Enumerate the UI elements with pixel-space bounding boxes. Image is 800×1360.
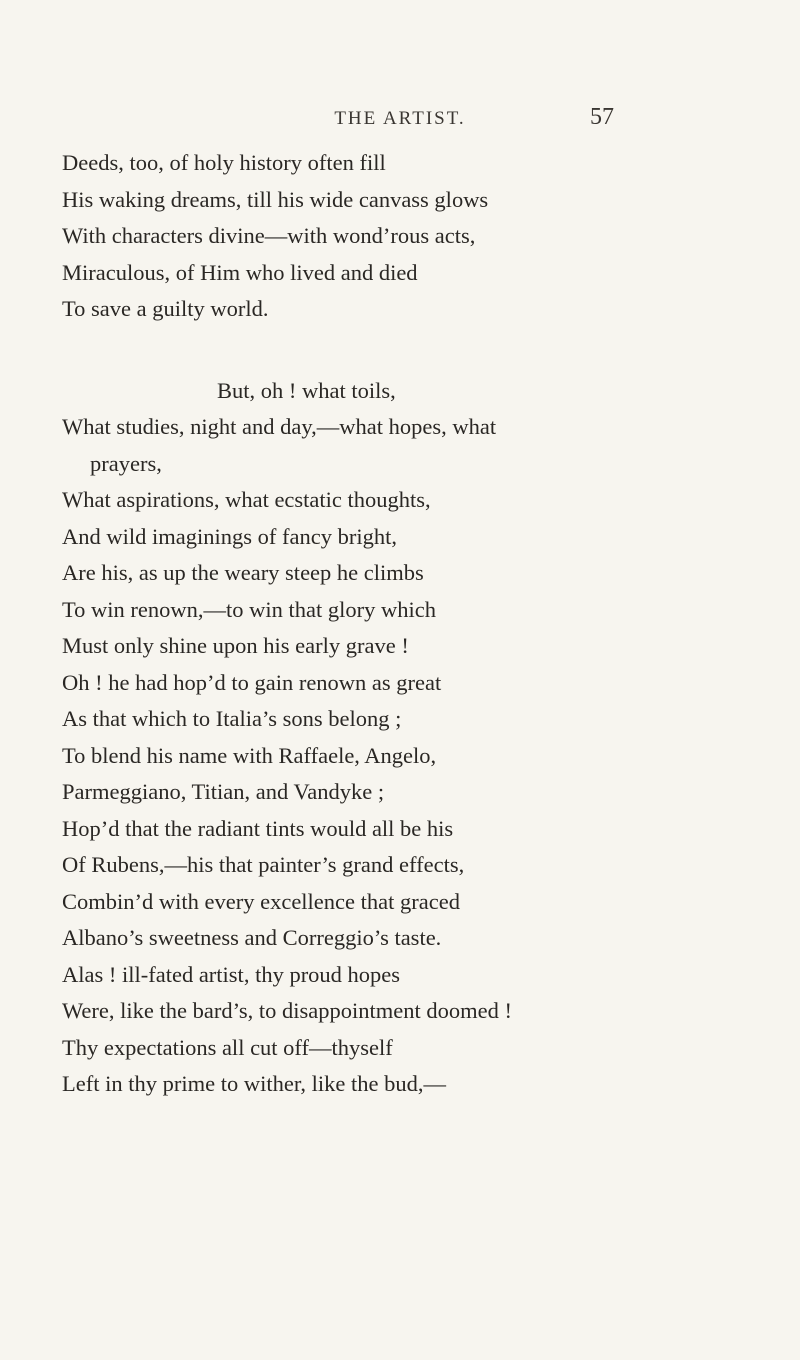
poem-line: To win renown,—to win that glory which xyxy=(62,596,436,622)
poem-line: With characters divine—with wond’rous acts, xyxy=(62,223,476,248)
poem-line: But, oh ! what toils, xyxy=(217,377,396,403)
poem-line: What aspirations, what ecstatic thoughts, xyxy=(62,487,431,512)
poem-line: Parmeggiano, Titian, and Vandyke ; xyxy=(62,779,385,804)
page-number: 57 xyxy=(590,104,614,130)
poem-line: Deeds, too, of holy history often fill xyxy=(62,150,386,175)
poem-line: Were, like the bard’s, to disappointment doomed ! xyxy=(62,998,512,1023)
poem-line: Alas ! ill-fated artist, thy proud hopes xyxy=(62,961,401,987)
poem-line: Miraculous, of Him who lived and died xyxy=(62,259,418,285)
running-head xyxy=(0,104,800,148)
poem-line: His waking dreams, till his wide canvass glows xyxy=(62,186,489,212)
running-title: THE ARTIST. xyxy=(334,108,466,129)
poem-line: Albano’s sweetness and Correggio’s taste. xyxy=(62,925,442,950)
stanza-break xyxy=(62,328,762,373)
poem-line: Combin’d with every excellence that graced xyxy=(62,888,460,914)
poem-line: To save a guilty world. xyxy=(62,296,269,321)
poem-line: And wild imaginings of fancy bright, xyxy=(62,523,397,549)
poem-line: Hop’d that the radiant tints would all be his xyxy=(62,815,454,841)
poem-line: What studies, night and day,—what hopes, what xyxy=(62,414,497,439)
poem-line: As that which to Italia’s sons belong ; xyxy=(62,706,402,731)
poem-line: Left in thy prime to wither, like the bud,— xyxy=(62,1071,447,1096)
poem-text xyxy=(62,145,762,1103)
poem-line: Are his, as up the weary steep he climbs xyxy=(62,560,424,585)
poem-line: Oh ! he had hop’d to gain renown as great xyxy=(62,669,442,695)
poem-line: To blend his name with Raffaele, Angelo, xyxy=(62,742,437,768)
poem-line-continuation: prayers, xyxy=(90,450,162,476)
poem-line: Of Rubens,—his that painter’s grand effects, xyxy=(62,852,465,877)
poem-line: Must only shine upon his early grave ! xyxy=(62,633,409,658)
poem-line: Thy expectations all cut off—thyself xyxy=(62,1034,393,1060)
